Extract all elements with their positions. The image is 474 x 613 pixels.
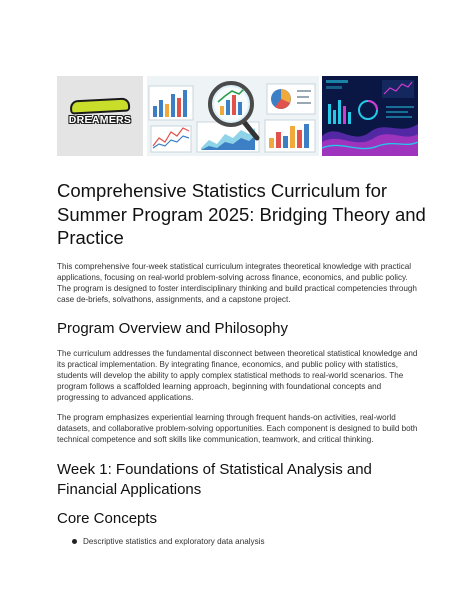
data-analysis-image (147, 76, 319, 156)
section-heading-week1: Week 1: Foundations of Statistical Analysis and Financial Applications (57, 461, 372, 498)
core-concepts-list (57, 536, 417, 547)
logo-panel (57, 76, 143, 156)
subheading-core-concepts: Core Concepts (57, 510, 158, 527)
restless-dreamers-logo (64, 99, 136, 135)
header-banner (57, 76, 418, 156)
section-heading-overview: Program Overview and Philosophy (57, 320, 288, 337)
logo-badge-shape (70, 97, 131, 114)
logo-text: DREAMERS (68, 114, 132, 126)
intro-paragraph: This comprehensive four-week statistical curriculum integrates theoretical knowledge with practical applications, focusing on real-world problem-solving across finance, economics, and public policy. The program is designed to foster interdisciplinary thinking and build practical competencies through case de-briefs, solvathons, assignments, and a capstone project. (57, 262, 417, 304)
dark-dashboard-illustration (322, 76, 418, 156)
list-item (57, 536, 417, 547)
bullet-icon (72, 539, 77, 544)
dashboard-image (322, 76, 418, 156)
document-title: Comprehensive Statistics Curriculum for Summer Program 2025: Bridging Theory and Practice (57, 180, 426, 248)
overview-paragraph-2: The program emphasizes experiential learning through frequent hands-on activities, real-world datasets, and collaborative problem-solving opportunities. Each component is designed to build both technical competence and soft skills like communication, teamwork, and critical thinking. (57, 413, 418, 444)
magnifier-charts-illustration (147, 76, 319, 156)
overview-paragraph-1: The curriculum addresses the fundamental disconnect between theoretical statistical knowledge and its practical implementation. By integrating finance, economics, and public policy with statistics, students will develop the ability to apply complex statistical methods to real-world scenarios. The program follows a scaffolded learning approach, beginning with foundational concepts and progressing to advanced applications. (57, 349, 418, 402)
list-item-text: Descriptive statistics and exploratory data analysis (83, 537, 265, 546)
